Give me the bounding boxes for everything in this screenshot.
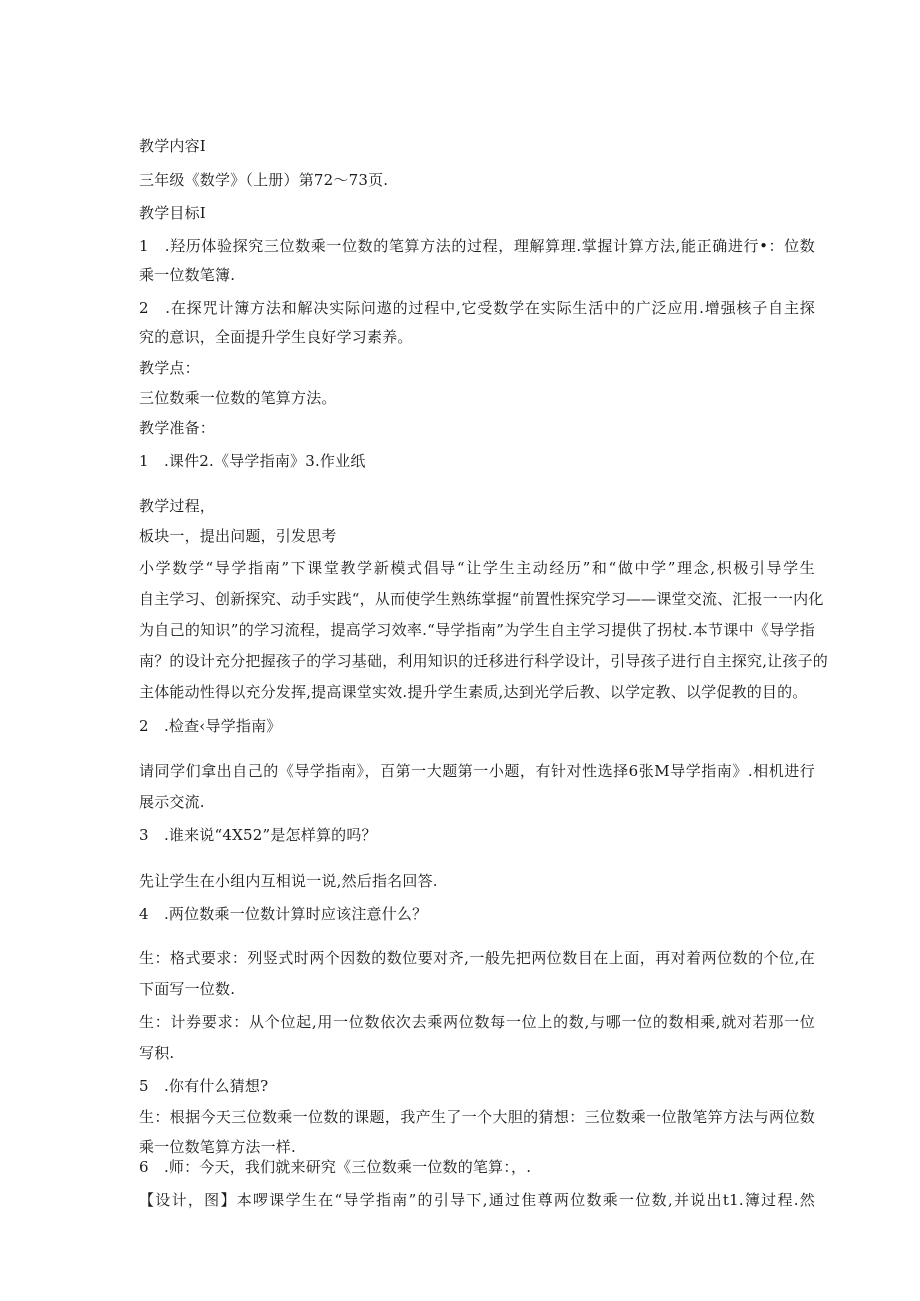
- intro-paragraph-line-5: 主体能动性得以充分发挥,提高课堂实效.提升学生素质,达到光学后教、以学定教、以学促教的目的。: [139, 683, 808, 701]
- intro-paragraph-line-3: 为自己的知识”的学习流程，提高学习效率.“导学指南”为学生自主学习提供了拐杖.本节课中《导学指: [139, 621, 815, 639]
- goal-1-line-2: 乘一位数笔簿.: [139, 266, 236, 284]
- answer-calc-line-1: 生：计券要求：从个位起,用一位数依次去乘两位数每一位上的数,与哪一位的数相乘,就对若那一位: [139, 1013, 815, 1031]
- heading-teaching-content: 教学内容I: [139, 137, 206, 155]
- guess-line-1: 生：根据今天三位数乘一位数的课题，我产生了一个大胆的猜想：三位数乘一位散笔笄方法与两位数: [139, 1108, 815, 1126]
- answer-format-line-1: 生：格式要求：列竖式时两个因数的数位要对齐,一般先把两位数目在上面，再对着两位数的个位,在: [139, 949, 815, 967]
- textbook-reference: 三年级《数学》（上册）第72～73页.: [139, 171, 389, 189]
- step-4-title: 4 .两位数乘一位数计算时应该注意什么？: [139, 905, 428, 923]
- answer-calc-line-2: 写积.: [139, 1044, 175, 1062]
- design-note-line-1: 【设计，图】本啰课学生在“导学指南”的引导下,通过隹尊两位数乘一位数,并说出t1.簿过程.然: [139, 1191, 815, 1209]
- heading-key-points: 教学点：: [139, 359, 200, 377]
- step-3-text: 先让学生在小组内互相说一说,然后指名回答.: [139, 872, 438, 890]
- intro-paragraph-line-1: 小学数学“导学指南”下课堂教学新模式倡导“让学生主动经历”和“做中学”理念,枳极引导学生: [139, 559, 815, 577]
- heading-preparation: 教学准备：: [139, 419, 216, 437]
- heading-teaching-goals: 教学目标I: [139, 204, 206, 222]
- step-5-title: 5 .你有什么猜想?: [139, 1077, 269, 1095]
- preparation-items: 1 .课件2.《导学指南》3.作业纸: [139, 452, 366, 470]
- goal-2-line-2: 究的意识，全面提升学生良好学习素养。: [139, 328, 413, 346]
- step-2-title: 2 .检查‹导学指南》: [139, 717, 282, 735]
- goal-2-line-1: 2 .在探咒计簿方法和解决实际问遨的过程中,它受数学在实际生活中的广泛应用.增强核子自主探: [139, 299, 815, 317]
- heading-teaching-process: 教学过程，: [139, 497, 216, 515]
- step-6-title: 6 .师：今天，我们就来研究《三位数乘一位数的笔算：，.: [139, 1158, 532, 1176]
- guess-line-2: 乘一位数笔算方法一样.: [139, 1138, 296, 1156]
- intro-paragraph-line-2: 自主学习、创新探究、动手实践“，从而使学生熟练掌握“前置性探究学习——课堂交流、汇报一一内化: [139, 590, 824, 608]
- step-2-text-line-2: 展示交流.: [139, 793, 205, 811]
- step-2-text-line-1: 请同学们拿出自己的《导学指南》，百第一大题第一小题，有针对性选择6张M导学指南》.相机进行: [139, 762, 815, 780]
- answer-format-line-2: 下面写一位数.: [139, 980, 236, 998]
- section-one-title: 板块一，提出问题，引发思考: [139, 527, 337, 545]
- step-3-title: 3 .谁来说“4X52”是怎样算的吗？: [139, 826, 377, 844]
- key-point-text: 三位数乘一位数的笔算方法。: [139, 389, 337, 407]
- goal-1-line-1: 1 .羟历体验探究三位数乘一位数的笔算方法的过程，理解算理.掌握计算方法,能正确进行•：位数: [139, 237, 815, 255]
- intro-paragraph-line-4: 南？的设计充分把握孩子的学习基础，利用知识的迁移进行科学设计，引导孩子进行自主探究,让孩子的: [139, 652, 828, 670]
